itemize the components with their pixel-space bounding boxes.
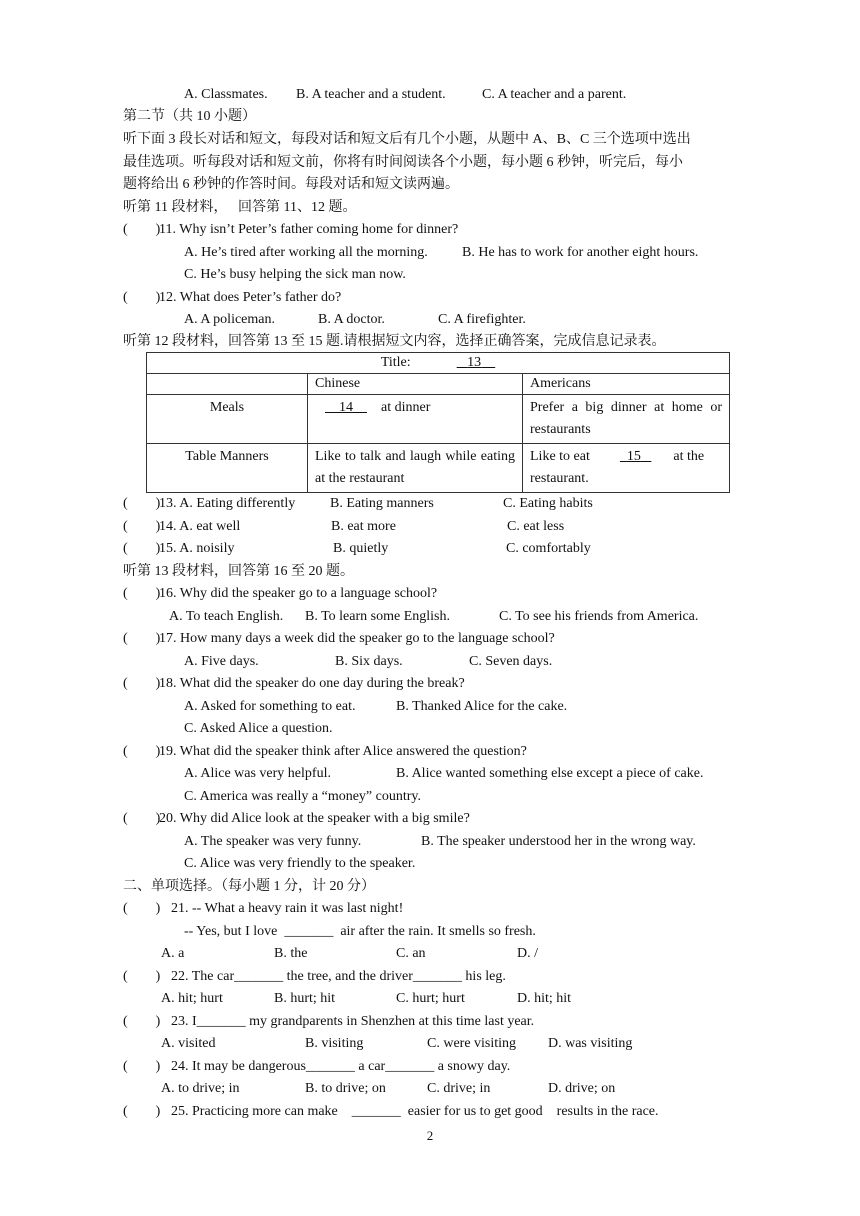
option-b: B. hurt; hit: [274, 991, 336, 1006]
question-stem: 16. Why did the speaker go to a language school?: [159, 586, 438, 601]
section2-instruction: 题将给出 6 秒钟的作答时间。每段对话和短文读两遍。: [123, 177, 459, 192]
option-c: C. Eating habits: [503, 496, 593, 511]
blank-13: 13: [467, 355, 482, 370]
option-c: C. A firefighter.: [438, 312, 526, 327]
manners-americans-cell: Like to eat 15 at the restaurant.: [523, 444, 730, 493]
option-d: D. /: [517, 946, 538, 961]
question-stem: 21. -- What a heavy rain it was last night!: [171, 901, 404, 916]
option-a: A. to drive; in: [161, 1081, 240, 1096]
option-a: A. Asked for something to eat.: [184, 699, 356, 714]
option-b: B. the: [274, 946, 308, 961]
answer-paren: ( ): [123, 1104, 161, 1119]
answer-paren: ( ): [123, 631, 161, 646]
col-header-americans: Americans: [523, 374, 730, 395]
answer-paren: ( ): [123, 541, 161, 556]
option-c: C. Asked Alice a question.: [184, 721, 333, 736]
material-11-heading: 听第 11 段材料， 回答第 11、12 题。: [123, 200, 357, 215]
question-stem: 19. What did the speaker think after Alice answered the question?: [159, 744, 527, 759]
option-b: B. A doctor.: [318, 312, 385, 327]
table-title-label: Title:: [380, 355, 411, 370]
material-12-heading: 听第 12 段材料，回答第 13 至 15 题.请根据短文内容，选择正确答案，完成信息记录表。: [123, 334, 666, 349]
option-c: C. To see his friends from America.: [499, 609, 699, 624]
option-c: C. eat less: [507, 519, 565, 534]
answer-paren: ( ): [123, 1014, 161, 1029]
header-empty-cell: [147, 374, 308, 395]
option-b: B. Thanked Alice for the cake.: [396, 699, 568, 714]
answer-paren: ( ): [123, 811, 161, 826]
meals-americans-cell: Prefer a big dinner at home or restaurants: [523, 395, 730, 444]
option-a: A. a: [161, 946, 185, 961]
option-b: B. Alice wanted something else except a piece of cake.: [396, 766, 704, 781]
option-b: B. To learn some English.: [305, 609, 450, 624]
row-label-meals: Meals: [147, 395, 308, 444]
question-stem: 14. A. eat well: [159, 519, 241, 534]
option-b: B. The speaker understood her in the wrong way.: [421, 834, 696, 849]
option-a: A. visited: [161, 1036, 216, 1051]
question-stem: 25. Practicing more can make _______ easier for us to get good results in the race.: [171, 1104, 659, 1119]
answer-paren: ( ): [123, 676, 161, 691]
section2-title: 第二节（共 10 小题）: [123, 109, 256, 124]
col-header-chinese: Chinese: [308, 374, 523, 395]
answer-paren: ( ): [123, 496, 161, 511]
option-b: B. quietly: [333, 541, 389, 556]
option-d: D. was visiting: [548, 1036, 633, 1051]
question-stem-continued: -- Yes, but I love _______ air after the rain. It smells so fresh.: [184, 924, 536, 939]
question-stem: 12. What does Peter’s father do?: [159, 290, 342, 305]
option-a: A. A policeman.: [184, 312, 275, 327]
question-stem: 18. What did the speaker do one day during the break?: [159, 676, 465, 691]
option-c: C. Seven days.: [469, 654, 553, 669]
option-b: B. visiting: [305, 1036, 364, 1051]
blank-15: 15: [626, 449, 641, 464]
option-c: C. Alice was very friendly to the speaker.: [184, 856, 416, 871]
option-c: C. comfortably: [506, 541, 591, 556]
option-b: B. to drive; on: [305, 1081, 386, 1096]
answer-paren: ( ): [123, 290, 161, 305]
answer-paren: ( ): [123, 901, 161, 916]
meals-chinese-cell: 14 at dinner: [308, 395, 523, 444]
option-b: B. eat more: [331, 519, 396, 534]
option-a: A. The speaker was very funny.: [184, 834, 362, 849]
option-a: A. To teach English.: [169, 609, 284, 624]
option-a: A. hit; hurt: [161, 991, 223, 1006]
answer-paren: ( ): [123, 744, 161, 759]
option-b: B. Eating manners: [330, 496, 434, 511]
question-stem: 11. Why isn’t Peter’s father coming home for dinner?: [159, 222, 459, 237]
table-title-cell: [147, 353, 730, 374]
question-stem: 15. A. noisily: [159, 541, 235, 556]
page-number: 2: [426, 1128, 434, 1143]
answer-paren: ( ): [123, 969, 161, 984]
option-d: D. hit; hit: [517, 991, 572, 1006]
option-b: B. Six days.: [335, 654, 403, 669]
answer-paren: ( ): [123, 519, 161, 534]
question-stem: 24. It may be dangerous_______ a car_______ a snowy day.: [171, 1059, 511, 1074]
answer-paren: ( ): [123, 222, 161, 237]
answer-paren: ( ): [123, 1059, 161, 1074]
q10-option-a: A. Classmates.: [184, 87, 268, 102]
row-label-table-manners: Table Manners: [147, 444, 308, 493]
question-stem: 23. I_______ my grandparents in Shenzhen at this time last year.: [171, 1014, 535, 1029]
option-a: A. He’s tired after working all the morning.: [184, 245, 428, 260]
option-c: C. were visiting: [427, 1036, 517, 1051]
section2-instruction: 听下面 3 段长对话和短文，每段对话和短文后有几个小题，从题中 A、B、C 三个选项中选出: [123, 132, 691, 147]
option-c: C. He’s busy helping the sick man now.: [184, 267, 406, 282]
option-c: C. America was really a “money” country.: [184, 789, 422, 804]
info-record-table: [146, 352, 730, 493]
option-c: C. drive; in: [427, 1081, 491, 1096]
option-c: C. hurt; hurt: [396, 991, 465, 1006]
question-stem: 17. How many days a week did the speaker go to the language school?: [159, 631, 555, 646]
material-13-heading: 听第 13 段材料，回答第 16 至 20 题。: [123, 564, 354, 579]
answer-paren: ( ): [123, 586, 161, 601]
manners-chinese-cell: Like to talk and laugh while eating at the restaurant: [308, 444, 523, 493]
q10-option-b: B. A teacher and a student.: [296, 87, 446, 102]
section2-instruction: 最佳选项。听每段对话和短文前，你将有时间阅读各个小题，每小题 6 秒钟，听完后，每小: [123, 155, 683, 170]
part2-heading: 二、单项选择。（每小题 1 分，计 20 分）: [123, 879, 375, 894]
option-d: D. drive; on: [548, 1081, 616, 1096]
question-stem: 22. The car_______ the tree, and the driver_______ his leg.: [171, 969, 506, 984]
option-c: C. an: [396, 946, 426, 961]
question-stem: 13. A. Eating differently: [159, 496, 296, 511]
q10-option-c: C. A teacher and a parent.: [482, 87, 627, 102]
option-a: A. Alice was very helpful.: [184, 766, 331, 781]
blank-14: 14: [339, 400, 353, 415]
question-stem: 20. Why did Alice look at the speaker with a big smile?: [159, 811, 470, 826]
option-b: B. He has to work for another eight hours.: [462, 245, 699, 260]
option-a: A. Five days.: [184, 654, 259, 669]
